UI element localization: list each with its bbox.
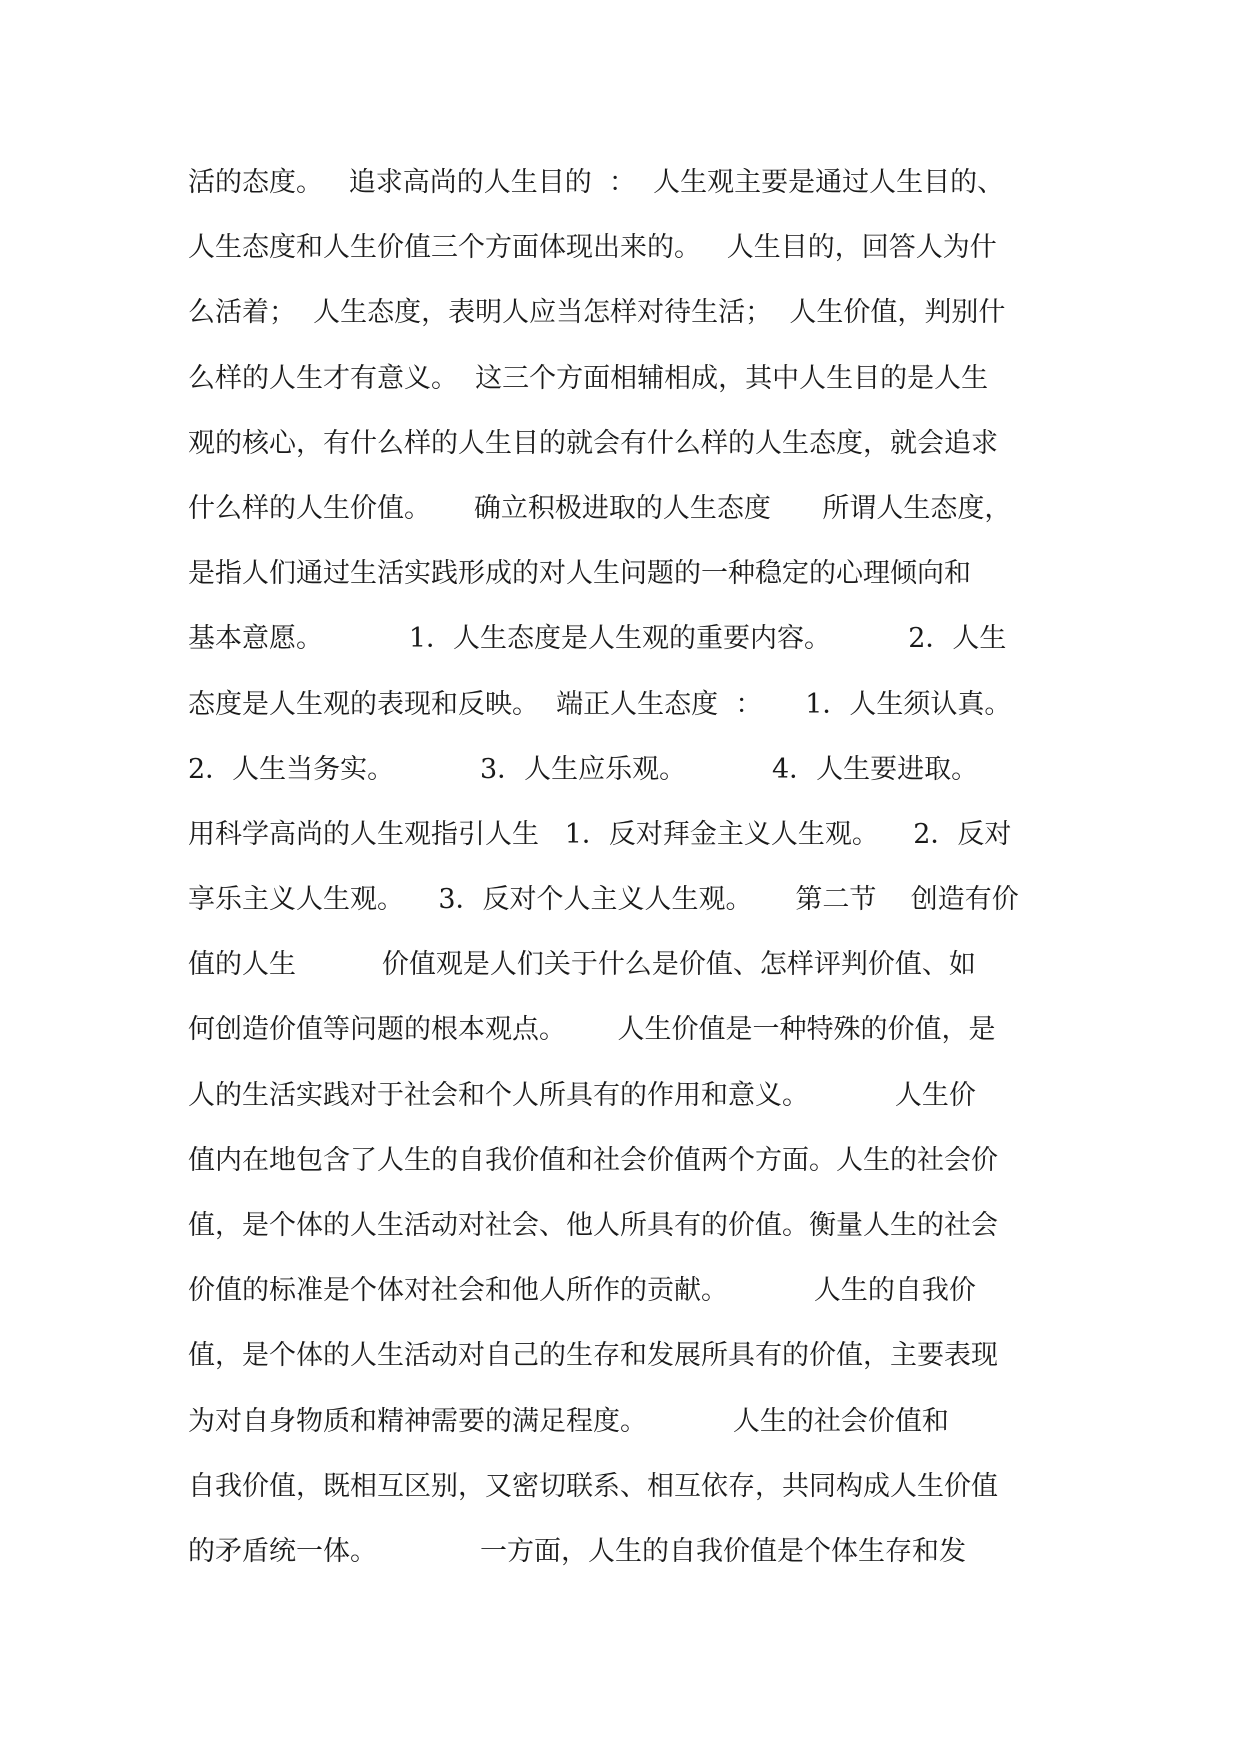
text-line: 观的核心，有什么样的人生目的就会有什么样的人生态度，就会追求	[188, 427, 998, 459]
text-line: 值内在地包含了人生的自我价值和社会价值两个方面。人生的社会价	[188, 1144, 998, 1176]
text-line: 价值的标准是个体对社会和他人所作的贡献。 人生的自我价	[188, 1275, 976, 1307]
text-line: 为对自身物质和精神需要的满足程度。 人生的社会价值和	[188, 1405, 949, 1437]
text-line: 么活着； 人生态度，表明人应当怎样对待生活； 人生价值，判别什	[188, 297, 1006, 329]
text-line: 人生态度和人生价值三个方面体现出来的。 人生目的，回答人为什	[188, 232, 997, 264]
body-text	[188, 159, 1068, 1593]
text-line: 用科学高尚的人生观指引人生 1．反对拜金主义人生观。 2．反对	[188, 818, 1012, 850]
text-line: 么样的人生才有意义。 这三个方面相辅相成，其中人生目的是人生	[188, 362, 989, 394]
text-line: 自我价值，既相互区别，又密切联系、相互依存，共同构成人生价值	[188, 1470, 998, 1502]
text-line: 值的人生 价值观是人们关于什么是价值、怎样评判价值、如	[188, 949, 976, 981]
text-line: 态度是人生观的表现和反映。 端正人生态度 ： 1．人生须认真。	[188, 688, 1012, 720]
text-line: 何创造价值等问题的根本观点。 人生价值是一种特殊的价值，是	[188, 1014, 996, 1046]
text-line: 值，是个体的人生活动对社会、他人所具有的价值。衡量人生的社会	[188, 1210, 998, 1241]
text-line: 的矛盾统一体。 一方面，人生的自我价值是个体生存和发	[188, 1535, 966, 1567]
text-line: 活的态度。 追求高尚的人生目的 ： 人生观主要是通过人生目的、	[188, 167, 1005, 198]
text-line: 什么样的人生价值。 确立积极进取的人生态度 所谓人生态度，	[188, 492, 1012, 524]
text-line: 值，是个体的人生活动对自己的生存和发展所具有的价值，主要表现	[188, 1340, 998, 1372]
text-line: 人的生活实践对于社会和个人所具有的作用和意义。 人生价	[188, 1079, 976, 1111]
text-line: 2．人生当务实。 3．人生应乐观。 4．人生要进取。	[188, 753, 979, 785]
text-line: 享乐主义人生观。 3．反对个人主义人生观。 第二节 创造有价	[188, 884, 1019, 916]
text-line: 基本意愿。 1．人生态度是人生观的重要内容。 2．人生	[188, 623, 1007, 655]
text-line: 是指人们通过生活实践形成的对人生问题的一种稳定的心理倾向和	[188, 558, 971, 590]
